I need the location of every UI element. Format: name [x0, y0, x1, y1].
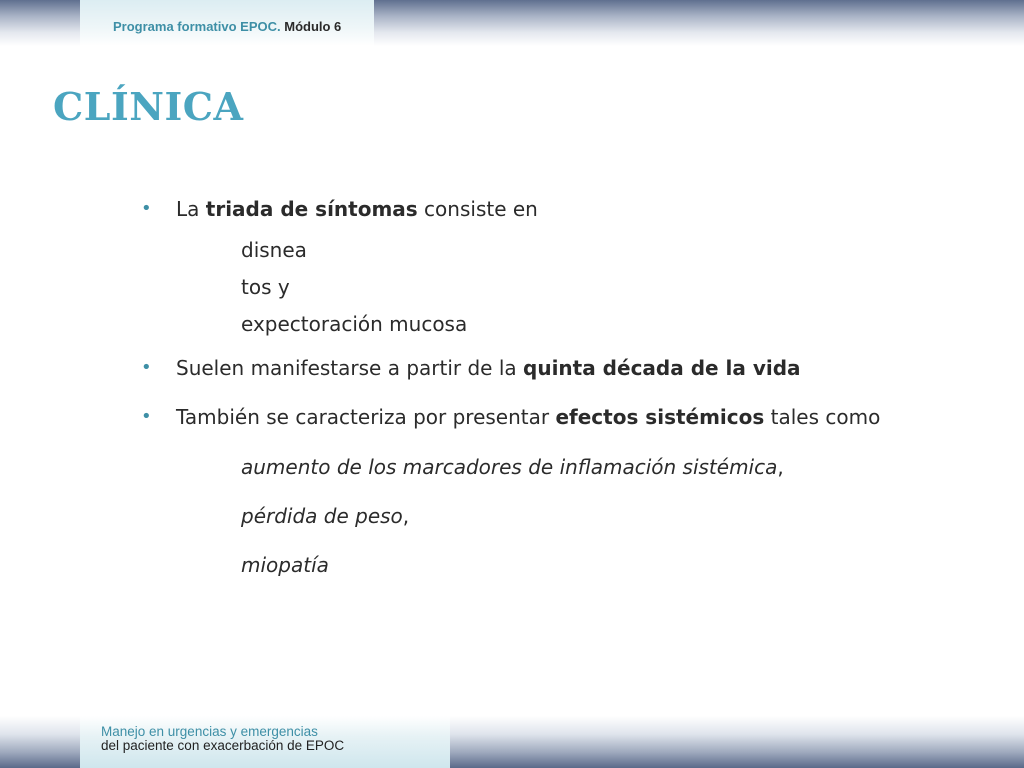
bullet-systemic [176, 405, 880, 429]
bullet-marker: • [141, 406, 152, 427]
symptom-item: disnea [241, 238, 307, 262]
symptom-item: tos y [241, 275, 290, 299]
bullet-marker: • [141, 357, 152, 378]
bullet-text: consiste en [417, 197, 538, 221]
bullet-text: La [176, 197, 206, 221]
header-module: Módulo 6 [284, 19, 342, 34]
systemic-effect-item: miopatía [241, 553, 329, 577]
systemic-effect-text: aumento de los marcadores de inflamación sistémica [241, 455, 778, 479]
list-separator: , [402, 504, 410, 528]
bullet-bold-text: triada de síntomas [205, 197, 418, 221]
systemic-effect-item [241, 504, 409, 528]
symptom-item: expectoración mucosa [241, 312, 468, 336]
bullet-text: También se caracteriza por presentar [176, 405, 556, 429]
systemic-effect-item [241, 455, 784, 479]
header-program: Programa formativo EPOC. [113, 19, 281, 34]
bullet-onset [176, 356, 801, 380]
systemic-effect-text: pérdida de peso [241, 504, 403, 528]
bullet-bold-text: quinta década de la vida [523, 356, 801, 380]
bullet-marker: • [141, 198, 152, 219]
list-separator: , [777, 455, 784, 479]
footer-line-1: Manejo en urgencias y emergencias [101, 724, 318, 739]
bullet-triada [176, 197, 538, 221]
bullet-bold-text: efectos sistémicos [555, 405, 765, 429]
footer-label [80, 716, 450, 768]
footer-line-2: del paciente con exacerbación de EPOC [101, 738, 345, 753]
bullet-text: tales como [764, 405, 881, 429]
slide-title: CLÍNICA [53, 84, 244, 129]
bullet-text: Suelen manifestarse a partir de la [176, 356, 524, 380]
